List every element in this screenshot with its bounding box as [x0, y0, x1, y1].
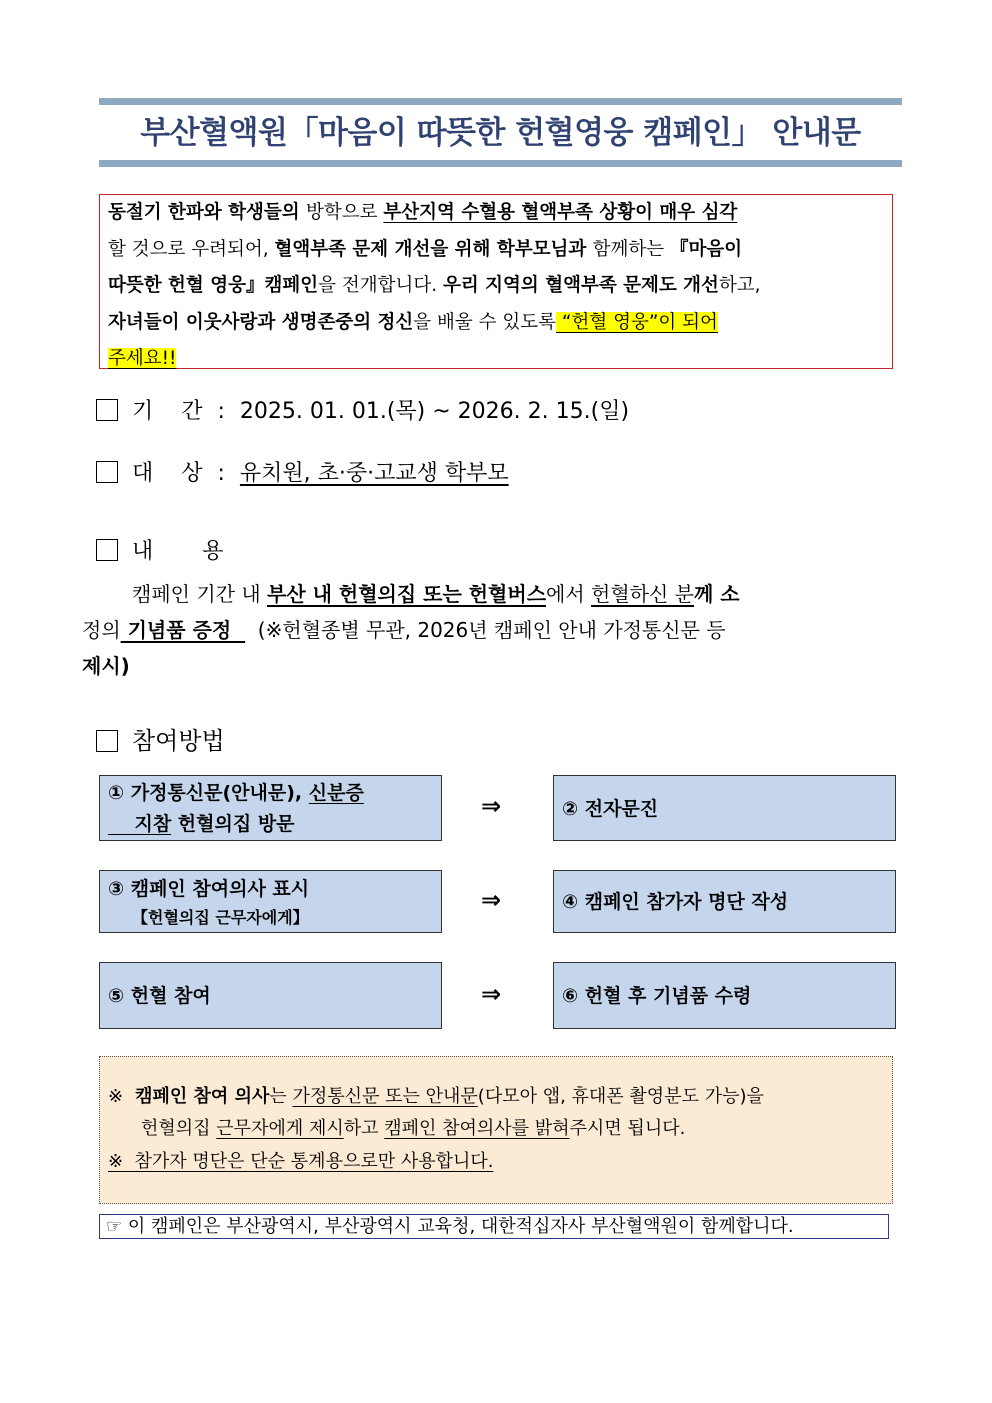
note-text: 는: [269, 1086, 293, 1107]
step-text: 전자문진: [584, 798, 659, 820]
intro-text: 방학으로: [306, 202, 384, 223]
note-text: 가정통신문 또는 안내문: [292, 1086, 478, 1107]
period-row: [96, 397, 629, 427]
step-5: [99, 962, 442, 1029]
title-bottom-bar: [99, 160, 902, 167]
intro-box: [99, 194, 893, 369]
intro-text: 함께하는: [592, 238, 671, 260]
intro-text: 자녀들이 이웃사랑과 생명존중의 정신: [108, 311, 414, 333]
title-top-bar: [99, 98, 902, 105]
step-number: ⑤: [108, 985, 125, 1007]
content-text: 께 소: [693, 582, 740, 606]
content-note: (※헌혈종별 무관, 2026년 캠페인 안내 가정통신문 등: [245, 618, 726, 642]
target-label: 대 상: [132, 461, 203, 486]
intro-text: “헌혈 영웅”이 되어: [556, 311, 718, 333]
page-title: 부산혈액원「마음이 따뜻한 헌혈영웅 캠페인」 안내문: [140, 115, 861, 151]
content-gift: 기념품 증정: [120, 618, 246, 642]
step-4: [553, 870, 896, 933]
note-text: 헌혈의집: [141, 1118, 217, 1139]
intro-text: 동절기 한파와 학생들의: [108, 202, 307, 223]
note-text: 캠페인 참여의사를 밝혀: [384, 1118, 570, 1139]
arrow-icon: ⇒: [481, 886, 502, 914]
step-3: [99, 870, 442, 933]
note-text: (다모아 앱, 휴대폰 촬영분도 가능)을: [477, 1086, 764, 1107]
content-text: 제시): [82, 654, 130, 678]
step-6: [553, 962, 896, 1029]
step-number: ④: [562, 891, 579, 913]
checkbox-icon: [96, 461, 118, 483]
reference-mark-icon: ※: [108, 1086, 124, 1107]
pointing-hand-icon: ☞: [106, 1216, 123, 1237]
content-location: 부산 내 헌혈의집 또는 헌혈버스: [267, 582, 547, 606]
content-text: 에서: [546, 582, 592, 606]
step-text: 캠페인 참여의사 표시: [130, 878, 310, 900]
content-donor: 헌혈하신 분: [591, 582, 694, 606]
intro-line: [108, 268, 884, 305]
intro-line: [108, 232, 884, 269]
method-heading: [96, 726, 225, 756]
arrow-icon: ⇒: [481, 980, 502, 1008]
intro-text: 을 전개합니다.: [318, 275, 443, 296]
step-number: ②: [562, 798, 579, 820]
note-box: [99, 1056, 893, 1204]
step-text: 가정통신문(안내문),: [130, 782, 309, 804]
content-heading: [96, 537, 223, 567]
step-1: [99, 775, 442, 841]
intro-text: 부산지역 수혈용 혈액부족 상황이 매우 심각: [383, 202, 738, 223]
step-text: 헌혈 후 기념품 수령: [584, 985, 752, 1007]
note-text: 하고: [343, 1118, 385, 1139]
content-text: 캠페인 기간 내: [132, 582, 267, 606]
step-number: ③: [108, 878, 125, 900]
step-text: 지참: [108, 813, 172, 835]
checkbox-icon: [96, 399, 118, 421]
step-subtext: 【헌혈의집 근무자에게】: [132, 908, 309, 927]
period-value: 2025. 01. 01.(목) ~ 2026. 2. 15.(일): [239, 399, 630, 424]
intro-line: [108, 341, 884, 378]
checkbox-icon: [96, 539, 118, 561]
period-sep: :: [217, 399, 225, 424]
intro-line: [108, 195, 884, 232]
content-text: 정의: [82, 618, 121, 642]
intro-text: 혈액부족 문제 개선을 위해 학부모님과: [274, 238, 593, 260]
footer-text: 이 캠페인은 부산광역시, 부산광역시 교육청, 대한적십자사 부산혈액원이 함께합니다.: [122, 1216, 794, 1237]
checkbox-icon: [96, 730, 118, 752]
method-label: 참여방법: [132, 727, 225, 755]
step-number: ①: [108, 782, 125, 804]
intro-text: 하고,: [718, 275, 761, 296]
step-text: 신분증: [308, 782, 364, 804]
arrow-icon: ⇒: [481, 792, 502, 820]
step-text: 헌혈 참여: [130, 985, 211, 1007]
footer-box: [99, 1214, 889, 1239]
intro-line: [108, 305, 884, 342]
note-text: 캠페인 참여 의사: [135, 1086, 270, 1107]
step-number: ⑥: [562, 985, 579, 1007]
target-value: 유치원, 초·중·고교생 학부모: [239, 461, 509, 486]
step-text: 캠페인 참가자 명단 작성: [584, 891, 789, 913]
target-sep: :: [217, 461, 225, 486]
content-label: 내 용: [132, 539, 224, 564]
step-2: [553, 775, 896, 841]
content-paragraph: [82, 576, 896, 684]
intro-text: 우리 지역의 혈액부족 문제도 개선: [442, 275, 719, 296]
intro-text: 을 배울 수 있도록: [413, 311, 557, 333]
intro-text: 따뜻한 헌혈 영웅』캠페인: [108, 275, 319, 296]
target-row: [96, 459, 509, 489]
intro-text: 주세요!!: [108, 348, 177, 369]
step-text: 헌혈의집 방문: [171, 813, 295, 835]
note-text: 근무자에게 제시: [216, 1118, 344, 1139]
period-label: 기 간: [132, 399, 203, 424]
intro-text: 『마음이: [670, 238, 743, 260]
note-text: 주시면 됩니다.: [569, 1118, 686, 1139]
intro-text: 할 것으로 우려되어,: [108, 238, 275, 260]
note-text: ※ 참가자 명단은 단순 통계용으로만 사용합니다.: [108, 1151, 494, 1172]
